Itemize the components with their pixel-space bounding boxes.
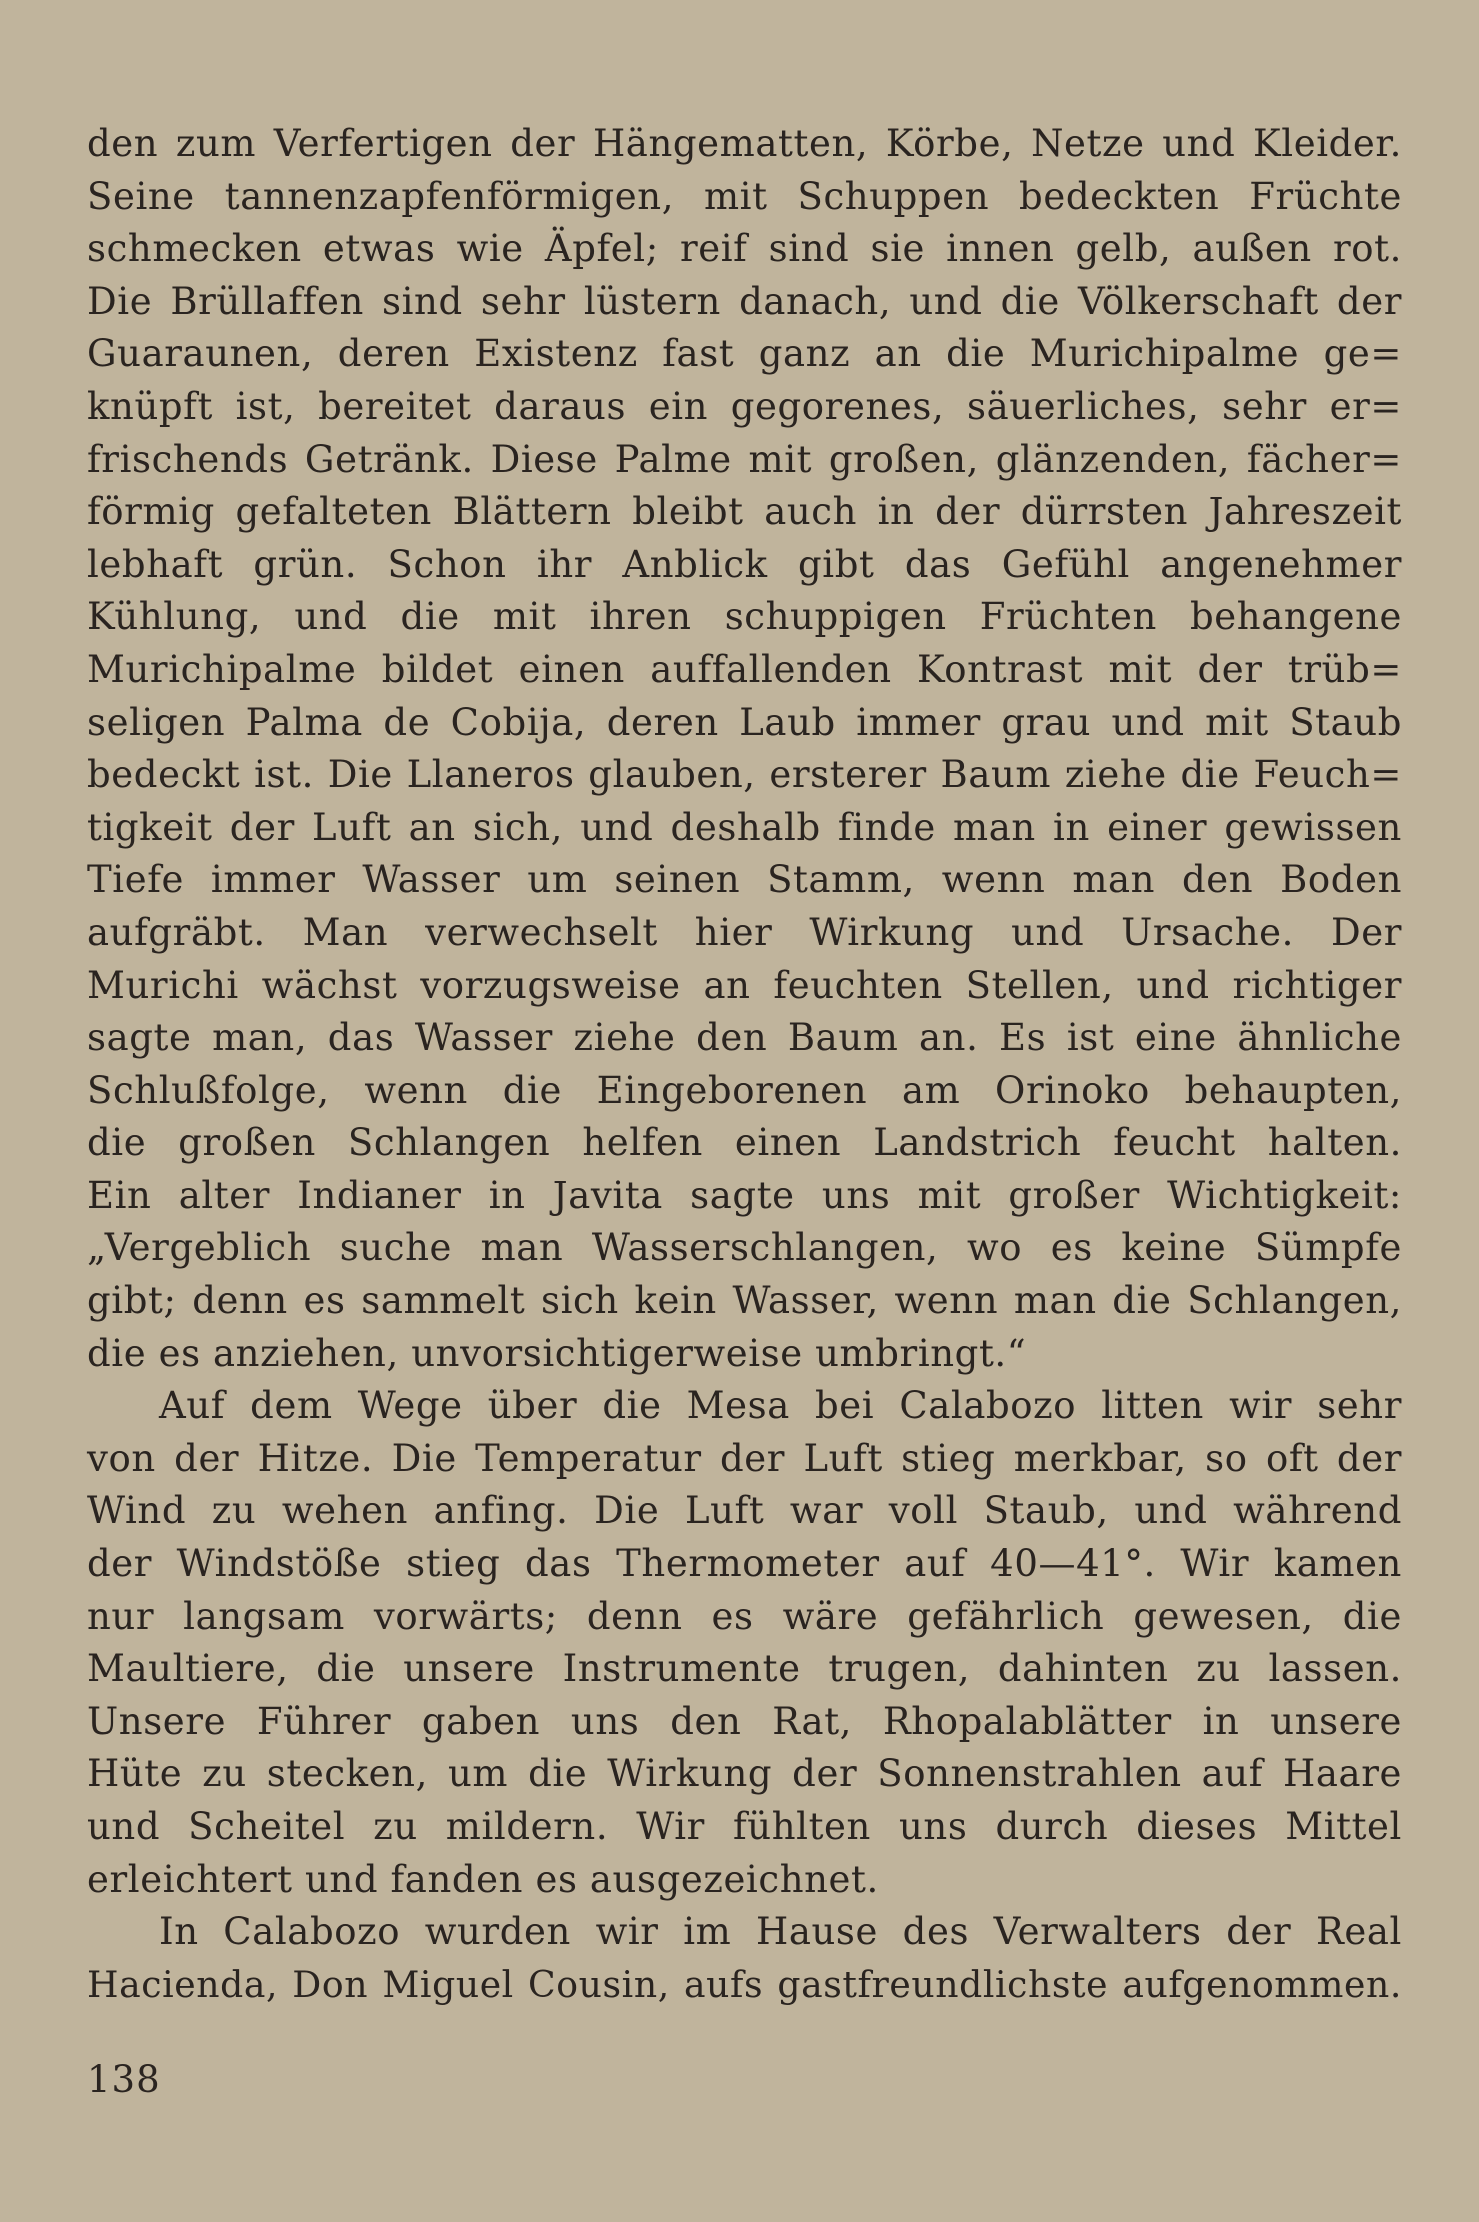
text-line: die großen Schlangen helfen einen Landstrich feucht halten. [87,1121,1402,1165]
text-line: Murichi wächst vorzugsweise an feuchten Stellen, und richtiger [87,963,1402,1007]
text-line: Kühlung, und die mit ihren schuppigen Früchten behangene [87,595,1402,639]
text-line: Seine tannenzapfenförmigen, mit Schuppen bedeckten Früchte [87,174,1402,218]
text-line: Die Brüllaffen sind sehr lüstern danach, und die Völkerschaft der [87,279,1402,323]
text-line: und Scheitel zu mildern. Wir fühlten uns durch dieses Mittel [87,1805,1402,1848]
text-line: gibt; denn es sammelt sich kein Wasser, wenn man die Schlangen, [87,1279,1402,1323]
page-number: 138 [87,2058,161,2101]
text-line: Tiefe immer Wasser um seinen Stamm, wenn man den Boden [87,858,1402,902]
text-line: aufgräbt. Man verwechselt hier Wirkung und Ursache. Der [87,910,1402,954]
text-line: seligen Palma de Cobija, deren Laub immer grau und mit Staub [87,700,1402,744]
text-line: Wind zu wehen anfing. Die Luft war voll Staub, und während [87,1489,1402,1533]
body-text [87,118,1402,2011]
text-line: tigkeit der Luft an sich, und deshalb finde man in einer gewissen [87,805,1402,849]
text-line: knüpft ist, bereitet daraus ein gegorenes, säuerliches, sehr er= [87,384,1402,428]
text-line: frischends Getränk. Diese Palme mit großen, glänzenden, fächer= [87,437,1402,481]
text-line: Hacienda, Don Miguel Cousin, aufs gastfreundlichste aufgenommen. [87,1962,1402,2006]
text-line: Maultiere, die unsere Instrumente trugen, dahinten zu lassen. [87,1647,1402,1691]
text-line: In Calabozo wurden wir im Hause des Verwalters der Real [159,1910,1402,1954]
text-line: nur langsam vorwärts; denn es wäre gefährlich gewesen, die [87,1594,1402,1638]
text-line: Auf dem Wege über die Mesa bei Calabozo litten wir sehr [159,1384,1402,1428]
text-line: lebhaft grün. Schon ihr Anblick gibt das Gefühl angenehmer [87,542,1402,586]
text-line: sagte man, das Wasser ziehe den Baum an. Es ist eine ähnliche [87,1016,1402,1060]
text-line: Hüte zu stecken, um die Wirkung der Sonnenstrahlen auf Haare [87,1752,1402,1796]
text-line: Schlußfolge, wenn die Eingeborenen am Orinoko behaupten, [87,1068,1402,1112]
text-line: förmig gefalteten Blättern bleibt auch in der dürrsten Jahreszeit [87,490,1402,534]
text-line: „Vergeblich suche man Wasserschlangen, wo es keine Sümpfe [87,1226,1402,1270]
text-line: Guaraunen, deren Existenz fast ganz an die Murichipalme ge= [87,332,1402,376]
text-line: der Windstöße stieg das Thermometer auf 40—41°. Wir kamen [87,1542,1402,1586]
text-line: von der Hitze. Die Temperatur der Luft stieg merkbar, so oft der [87,1436,1402,1480]
text-line: Murichipalme bildet einen auffallenden Kontrast mit der trüb= [87,647,1402,691]
text-line: den zum Verfertigen der Hängematten, Körbe, Netze und Kleider. [87,122,1402,165]
text-line: Ein alter Indianer in Javita sagte uns mit großer Wichtigkeit: [87,1173,1402,1217]
text-line: schmecken etwas wie Äpfel; reif sind sie innen gelb, außen rot. [87,227,1402,271]
text-line: die es anziehen, unvorsichtigerweise umbringt.“ [87,1331,1027,1375]
text-line: Unsere Führer gaben uns den Rat, Rhopalablätter in unsere [87,1699,1402,1743]
text-line: bedeckt ist. Die Llaneros glauben, ersterer Baum ziehe die Feuch= [87,753,1402,797]
text-line: erleichtert und fanden es ausgezeichnet. [87,1857,879,1901]
